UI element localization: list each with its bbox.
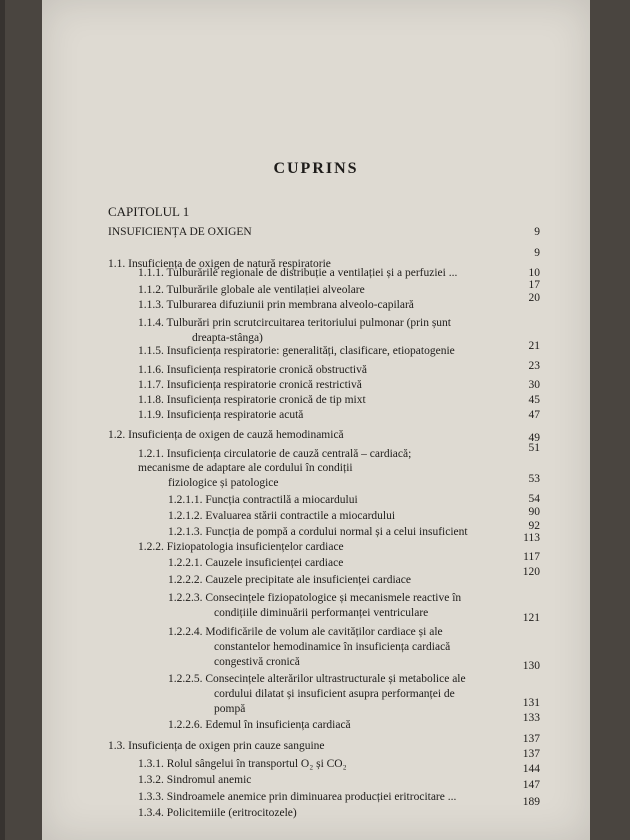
toc-entry-continuation: condițiile diminuării performanței ventriculare <box>214 607 429 619</box>
toc-entry-text: 1.3.2. Sindromul anemic <box>138 774 252 786</box>
page-number: 23 <box>528 360 540 372</box>
page-number: 189 <box>522 796 540 808</box>
toc-entry-continuation: constantelor hemodinamice în insuficiența cardiacă <box>214 641 451 653</box>
toc-entry <box>138 267 457 281</box>
toc-entry <box>168 626 443 640</box>
toc-entry <box>138 774 251 788</box>
toc-entry <box>138 791 456 805</box>
toc-entry <box>138 394 366 408</box>
toc-entry <box>138 299 414 313</box>
page-number: 49 <box>528 432 540 444</box>
toc-entry-text: 1.2.1. Insuficiența circulatorie de cauză centrală – cardiacă; <box>138 448 412 460</box>
toc-entry-text: 1.1.5. Insuficiența respiratorie: generalități, clasificare, etiopatogenie <box>138 345 455 357</box>
book-page <box>42 0 590 840</box>
toc-entry-text: INSUFICIENȚA DE OXIGEN <box>108 226 252 238</box>
toc-entry <box>168 526 468 540</box>
toc-entry-text: 1.1.3. Tulburarea difuziunii prin membrana alveolo-capilară <box>138 299 414 311</box>
toc-entry-text: 1.1. Insuficiența de oxigen de natură respiratorie <box>108 258 331 270</box>
toc-entry-continuation: congestivă cronică <box>214 656 300 668</box>
toc-entry <box>138 345 455 359</box>
page-number: 133 <box>522 712 540 724</box>
page-number: 113 <box>523 532 540 544</box>
page-number: 90 <box>528 506 540 518</box>
toc-entry <box>138 541 344 555</box>
page-number: 21 <box>528 340 540 352</box>
page-number: 120 <box>522 566 540 578</box>
toc-entry-text: 1.1.1. Tulburările regionale de distribuție a ventilației și a perfuziei ... <box>138 267 458 279</box>
page-number: 147 <box>522 779 540 791</box>
page-title: CUPRINS <box>273 160 359 177</box>
toc-entry <box>138 409 303 423</box>
toc-entry <box>138 758 347 772</box>
toc-entry <box>108 226 252 240</box>
page-number: 121 <box>522 612 540 624</box>
page-number: 9 <box>534 226 540 238</box>
toc-entry <box>108 740 325 754</box>
page-number: 30 <box>528 379 540 391</box>
chapter-heading: CAPITOLUL 1 <box>108 204 190 219</box>
toc-entry-text: 1.2.2.3. Consecințele fiziopatologice și mecanismele reactive în <box>168 592 462 604</box>
page-number: 17 <box>528 279 540 291</box>
toc-entry-continuation: pompă <box>214 703 246 715</box>
toc-entry-text: 1.2.1.2. Evaluarea stării contractile a miocardului <box>168 510 396 522</box>
toc-entry-text: 1.2.2.4. Modificările de volum ale cavităților cardiace și ale <box>168 626 443 638</box>
page-number: 10 <box>528 267 540 279</box>
toc-entry-text: 1.1.8. Insuficiența respiratorie cronică de tip mixt <box>138 394 366 406</box>
page-number: 131 <box>522 697 540 709</box>
page-number: 45 <box>528 394 540 406</box>
page-number: 20 <box>528 292 540 304</box>
toc-entry-text: 1.3.3. Sindroamele anemice prin diminuarea producției eritrocitare ... <box>138 791 457 803</box>
toc-entry-text: 1.2. Insuficiența de oxigen de cauză hemodinamică <box>108 429 344 441</box>
toc-entry-continuation: dreapta-stânga) <box>192 332 263 344</box>
toc-entry-text: 1.1.6. Insuficiența respiratorie cronică obstructivă <box>138 364 367 376</box>
page-number: 51 <box>528 442 540 454</box>
toc-entry <box>168 494 358 508</box>
page-number: 137 <box>522 733 540 745</box>
toc-entry-text: 1.2.2. Fiziopatologia insuficiențelor cardiace <box>138 541 344 553</box>
page-number: 92 <box>528 520 540 532</box>
page-number: 54 <box>528 493 540 505</box>
toc-entry-continuation: mecanisme de adaptare ale cordului în condiții <box>138 462 353 474</box>
toc-entry-continuation: fiziologice și patologice <box>168 477 279 489</box>
toc-entry <box>138 807 297 821</box>
toc-entry <box>108 429 344 443</box>
toc-entry <box>168 574 411 588</box>
toc-entry-text: 1.2.2.5. Consecințele alterărilor ultrastructurale și metabolice ale <box>168 673 466 685</box>
page-number: 9 <box>534 247 540 259</box>
toc-entry <box>168 673 466 687</box>
toc-entry-text: 1.3. Insuficiența de oxigen prin cauze sanguine <box>108 740 325 752</box>
toc-entry <box>168 592 461 606</box>
toc-entry-text: 1.1.9. Insuficiența respiratorie acută <box>138 409 304 421</box>
toc-entry-text: 1.1.4. Tulburări prin scrutcircuitarea teritoriului pulmonar (prin șunt <box>138 317 451 329</box>
page-number: 130 <box>522 660 540 672</box>
toc-entry-text: 1.1.2. Tulburările globale ale ventilației alveolare <box>138 284 365 296</box>
toc-entry <box>138 364 367 378</box>
page-number: 117 <box>523 551 540 563</box>
toc-entry-continuation: cordului dilatat și insuficient asupra performanței de <box>214 688 455 700</box>
toc-entry <box>138 317 451 331</box>
toc-entry-text: 1.3.4. Policitemiile (eritrocitozele) <box>138 807 297 819</box>
toc-entry-text: 1.2.1.3. Funcția de pompă a cordului normal și a celui insuficient <box>168 526 468 538</box>
toc-entry-text: 1.3.1. Rolul sângelui în transportul O₂ și CO₂ <box>138 758 347 770</box>
toc-entry <box>168 510 395 524</box>
book-spine-shadow <box>0 0 5 840</box>
page-number: 53 <box>528 473 540 485</box>
toc-entry <box>138 284 365 298</box>
toc-entry-text: 1.1.7. Insuficiența respiratorie cronică restrictivă <box>138 379 362 391</box>
toc-entry-text: 1.2.2.2. Cauzele precipitate ale insuficienței cardiace <box>168 574 411 586</box>
toc-entry <box>168 719 351 733</box>
toc-entry-text: 1.2.2.6. Edemul în insuficiența cardiacă <box>168 719 351 731</box>
toc-entry <box>168 557 343 571</box>
page-number: 144 <box>522 763 540 775</box>
toc-entry <box>138 448 411 462</box>
page-number: 137 <box>522 748 540 760</box>
toc-entry-text: 1.2.1.1. Funcția contractilă a miocardului <box>168 494 358 506</box>
page-number: 47 <box>528 409 540 421</box>
toc-entry-text: 1.2.2.1. Cauzele insuficienței cardiace <box>168 557 344 569</box>
toc-entry <box>138 379 362 393</box>
